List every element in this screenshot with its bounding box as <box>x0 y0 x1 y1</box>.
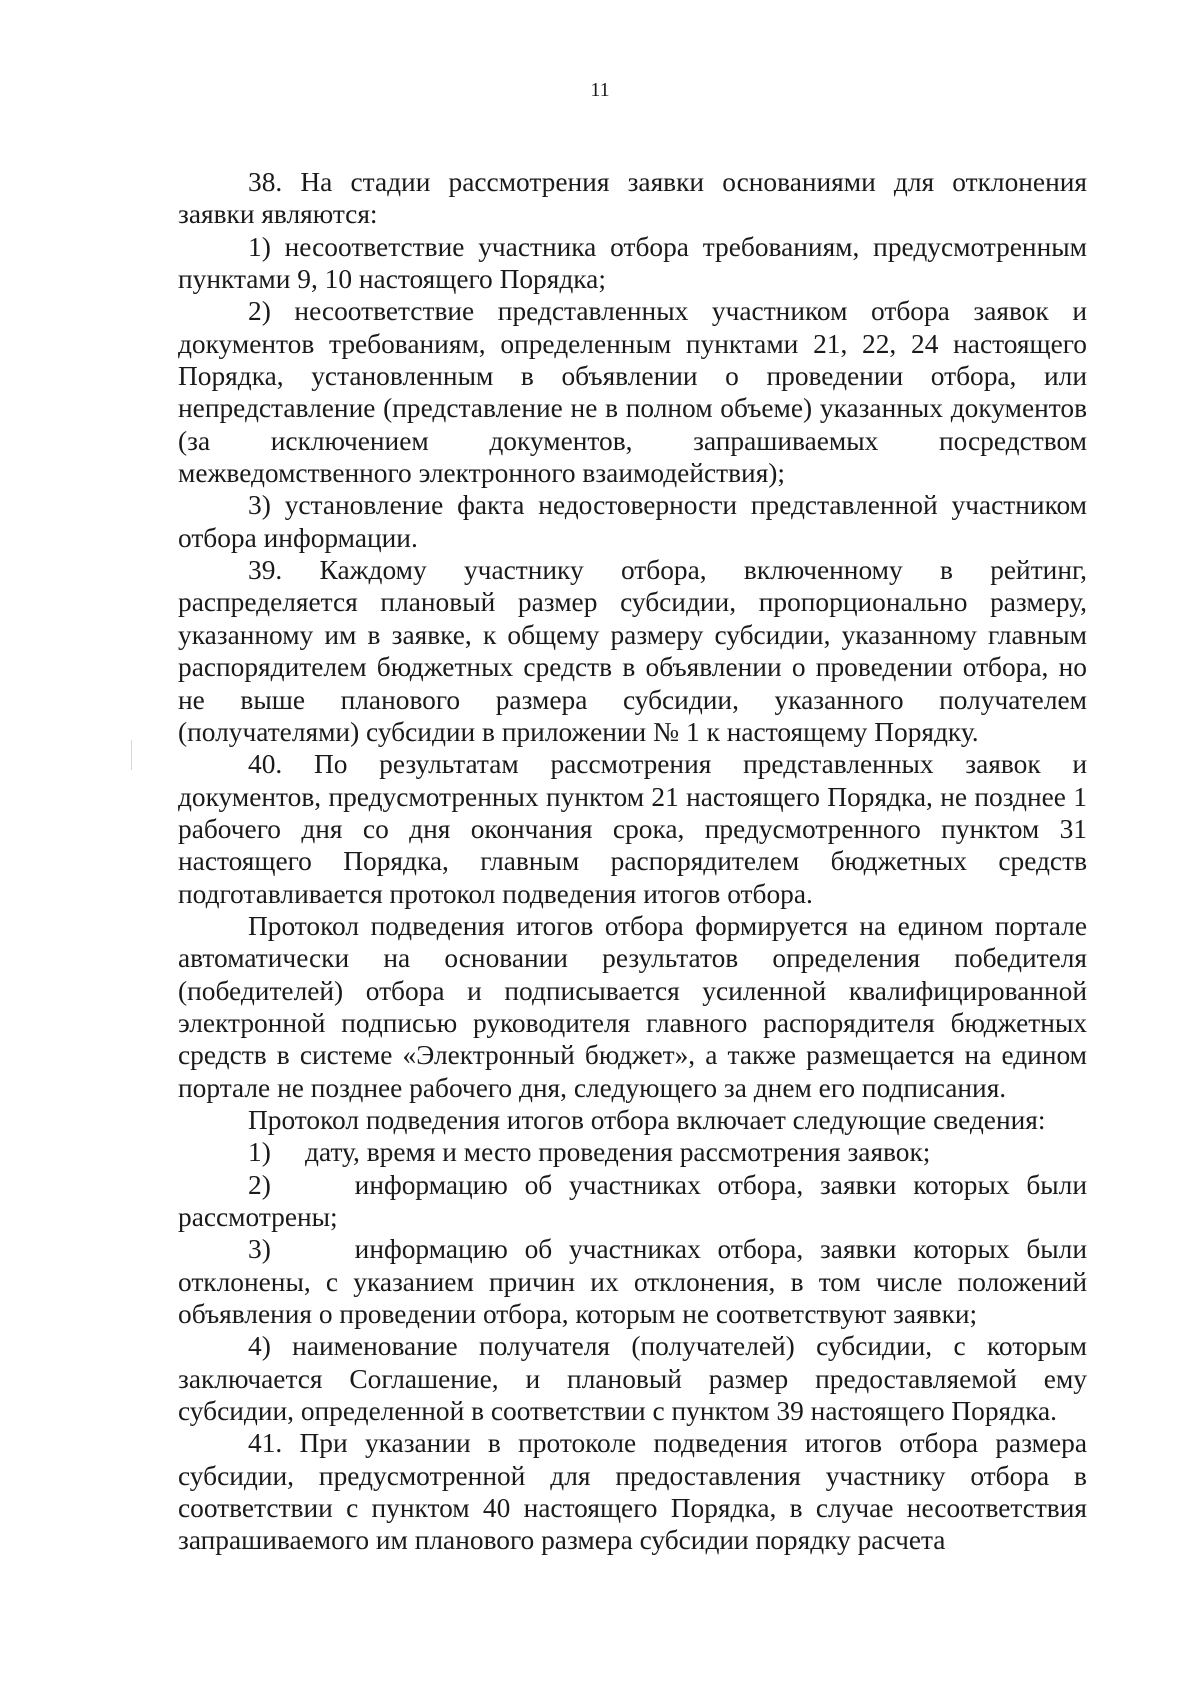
scan-mark <box>131 740 132 770</box>
paragraph-40-item-3: 3) информацию об участниках отбора, заявки которых были отклонены, с указанием причин их отклонения, в том числе положений объявления о проведении отбора, которым не соответствуют заявки; <box>178 1234 1094 1330</box>
paragraph-40-item-4: 4) наименование получателя (получателей) субсидии, с которым заключается Соглашение, и плановый размер предоставляемой ему субсидии, определенной в соответствии с пунктом 39 настоящего Порядка. <box>178 1331 1087 1427</box>
paragraph-39: 39. Каждому участнику отбора, включенному в рейтинг, распределяется плановый размер субсидии, пропорционально размеру, указанному им в заявке, к общему размеру субсидии, указанному главным распорядителем бюджетных средств в объявлении о проведении отбора, но не выше планового размера субсидии, указанного получателем (получателями) субсидии в приложении № 1 к настоящему Порядку. <box>178 555 1087 747</box>
paragraph-38: 38. На стадии рассмотрения заявки основаниями для отклонения заявки являются: <box>178 167 1087 230</box>
paragraph-38-item-2: 2) несоответствие представленных участником отбора заявок и документов требованиям, определенным пунктами 21, 22, 24 настоящего Порядка, установленным в объявлении о проведении отбора, или непредставление (представление не в полном объеме) указанных документов (за исключением документов, запрашиваемых посредством межведомственного электронного взаимодействия); <box>178 296 1087 489</box>
paragraph-40: 40. По результатам рассмотрения представленных заявок и документов, предусмотренных пунктом 21 настоящего Порядка, не позднее 1 рабочего дня со дня окончания срока, предусмотренного пунктом 31 настоящего Порядка, главным распорядителем бюджетных средств подготавливается протокол подведения итогов отбора. <box>178 749 1087 909</box>
paragraph-40-contents: Протокол подведения итогов отбора включает следующие сведения: <box>248 1104 1046 1135</box>
paragraph-41: 41. При указании в протоколе подведения итогов отбора размера субсидии, предусмотренной для предоставления участнику отбора в соответствии с пунктом 40 настоящего Порядка, в случае несоответствия запрашиваемого им планового размера субсидии порядку расчета <box>178 1428 1087 1556</box>
paragraph-38-item-1: 1) несоответствие участника отбора требованиям, предусмотренным пунктами 9, 10 настоящего Порядка; <box>178 231 1087 295</box>
paragraph-40-protocol: Протокол подведения итогов отбора формируется на едином портале автоматически на основании результатов определения победителя (победителей) отбора и подписывается усиленной квалифицированной электронной подписью руководителя главного распорядителя бюджетных средств в системе «Электронный бюджет», а также размещается на едином портале не позднее рабочего дня, следующего за днем его подписания. <box>178 910 1087 1103</box>
document-body <box>178 166 1094 1557</box>
paragraph-40-item-1: 1) дату, время и место проведения рассмотрения заявок; <box>248 1137 931 1168</box>
paragraph-38-item-3: 3) установление факта недостоверности представленной участником отбора информации. <box>178 490 1087 553</box>
page-number: 11 <box>590 79 610 101</box>
paragraph-40-item-2: 2) информацию об участниках отбора, заявки которых были рассмотрены; <box>178 1169 1094 1232</box>
